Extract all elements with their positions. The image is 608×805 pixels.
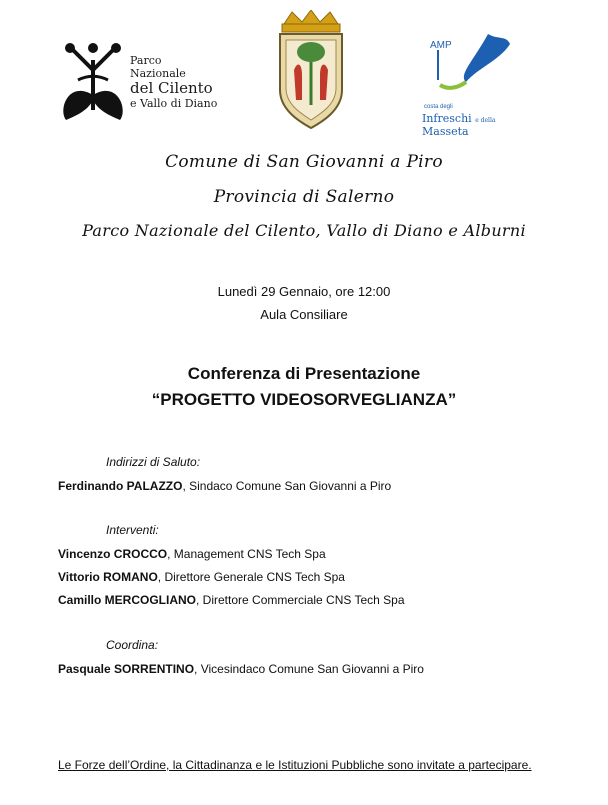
- speaker-name: Vittorio ROMANO: [58, 570, 158, 584]
- event-title: Conferenza di Presentazione: [187, 364, 421, 383]
- park-logo-line2: del Cilento: [130, 79, 213, 97]
- park-logo: [58, 40, 218, 130]
- speaker-role: , Vicesindaco Comune San Giovanni a Piro: [194, 662, 424, 676]
- invitation-footer: Le Forze dell’Ordine, la Cittadinanza e le Istituzioni Pubbliche sono invitate a partecipare.: [58, 758, 532, 772]
- speaker-role: , Management CNS Tech Spa: [167, 547, 326, 561]
- speaker-role: , Sindaco Comune San Giovanni a Piro: [182, 479, 392, 493]
- park-logo-line1: Parco Nazionale: [130, 54, 186, 80]
- header-comune: Comune di San Giovanni a Piro: [165, 152, 443, 172]
- interventi-label: Interventi:: [106, 523, 159, 537]
- event-datetime: Lunedì 29 Gennaio, ore 12:00: [217, 284, 391, 299]
- header-parco: Parco Nazionale del Cilento, Vallo di Diano e Alburni: [82, 221, 526, 240]
- header-provincia: Provincia di Salerno: [213, 187, 395, 207]
- speaker-name: Camillo MERCOGLIANO: [58, 593, 197, 607]
- municipal-crest: [272, 10, 350, 132]
- amp-line1: costa degli: [424, 104, 453, 110]
- event-location: Aula Consiliare: [260, 307, 348, 322]
- speaker-name: Ferdinando PALAZZO: [58, 479, 183, 493]
- speaker-name: Vincenzo CROCCO: [58, 547, 168, 561]
- speaker-line: [58, 570, 345, 584]
- crest-icon: [272, 10, 350, 132]
- amp-line3: e della: [475, 117, 496, 124]
- park-logo-line3: e Vallo di Diano: [130, 97, 218, 110]
- speaker-line: [58, 547, 326, 561]
- event-project: “PROGETTO VIDEOSORVEGLIANZA”: [151, 390, 457, 409]
- saluto-label: Indirizzi di Saluto:: [106, 455, 201, 469]
- speaker-line: [58, 593, 405, 607]
- park-emblem-icon: [58, 40, 128, 130]
- speaker-line: [58, 479, 391, 493]
- amp-line2: Infreschi: [422, 112, 472, 125]
- amp-acronym: AMP: [430, 40, 452, 51]
- speaker-line: [58, 662, 424, 676]
- speaker-role: , Direttore Generale CNS Tech Spa: [157, 570, 345, 584]
- coordina-label: Coordina:: [106, 638, 159, 652]
- speaker-role: , Direttore Commerciale CNS Tech Spa: [196, 593, 405, 607]
- amp-logo: [418, 30, 528, 138]
- amp-line4: Masseta: [422, 125, 469, 138]
- amp-map-icon: [418, 30, 528, 100]
- speaker-name: Pasquale SORRENTINO: [58, 662, 195, 676]
